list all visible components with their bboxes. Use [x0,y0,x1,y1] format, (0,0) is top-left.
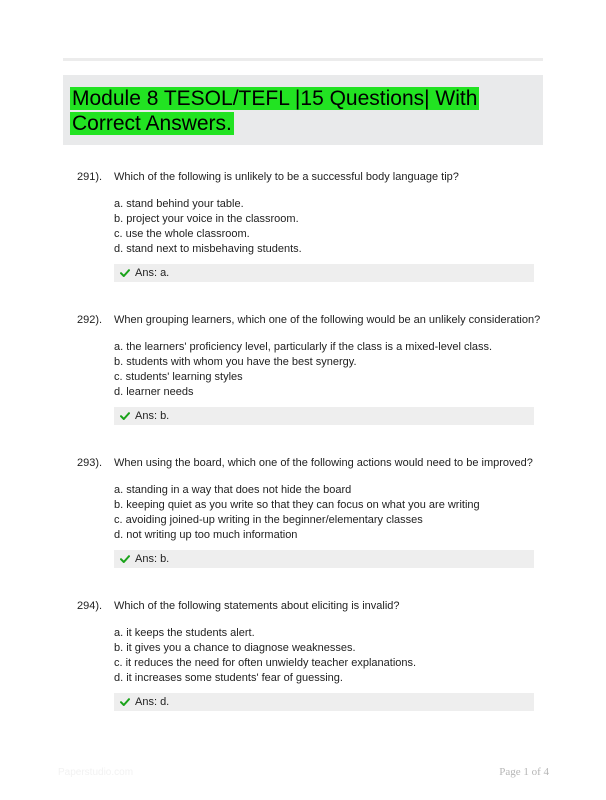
answer-text: Ans: b. [135,410,170,422]
option-a: a. it keeps the students alert. [114,627,255,639]
question-294 [63,598,543,708]
question-text: Which of the following statements about eliciting is invalid? [114,600,400,612]
option-a: a. standing in a way that does not hide the board [114,484,352,496]
question-text: When using the board, which one of the following actions would need to be improved? [114,457,533,469]
check-icon [120,554,130,564]
question-header [63,312,543,328]
answer-text: Ans: a. [135,267,170,279]
question-header [63,455,543,471]
option-a: a. the learners' proficiency level, particularly if the class is a mixed-level class. [114,341,493,353]
answer-options [114,626,416,686]
answer-text: Ans: b. [135,553,170,565]
option-d: d. learner needs [114,386,194,398]
answer-options [114,483,480,543]
question-text: Which of the following is unlikely to be a successful body language tip? [114,171,459,183]
answer-box [114,550,534,568]
option-b: b. it gives you a chance to diagnose weaknesses. [114,642,356,654]
answer-options [114,340,492,400]
question-293 [63,455,543,565]
question-header [63,598,543,614]
question-291 [63,169,543,279]
title-highlight: Module 8 TESOL/TEFL |15 Questions| With Correct Answers. [72,87,478,135]
check-icon [120,411,130,421]
option-b: b. project your voice in the classroom. [114,213,299,225]
check-icon [120,268,130,278]
option-c: c. avoiding joined-up writing in the beginner/elementary classes [114,514,423,526]
option-c: c. it reduces the need for often unwieldy teacher explanations. [114,657,417,669]
option-b: b. students with whom you have the best synergy. [114,356,357,368]
answer-text: Ans: d. [135,696,170,708]
question-number: 293). [77,457,103,469]
question-number: 291). [77,171,103,183]
option-d: d. not writing up too much information [114,529,298,541]
check-icon [120,697,130,707]
question-text: When grouping learners, which one of the following would be an unlikely consideration? [114,314,541,326]
option-b: b. keeping quiet as you write so that they can focus on what you are writing [114,499,480,511]
option-c: c. students' learning styles [114,371,243,383]
document-title [70,86,510,136]
answer-box [114,264,534,282]
option-c: c. use the whole classroom. [114,228,250,240]
answer-box [114,407,534,425]
question-292 [63,312,543,422]
option-d: d. it increases some students' fear of guessing. [114,672,343,684]
question-header [63,169,543,185]
top-divider [63,58,543,61]
option-d: d. stand next to misbehaving students. [114,243,302,255]
answer-box [114,693,534,711]
question-number: 294). [77,600,103,612]
answer-options [114,197,302,257]
page-indicator: Page 1 of 4 [499,766,549,778]
footer-watermark: Paperstudio.com [58,767,134,778]
question-number: 292). [77,314,103,326]
option-a: a. stand behind your table. [114,198,244,210]
